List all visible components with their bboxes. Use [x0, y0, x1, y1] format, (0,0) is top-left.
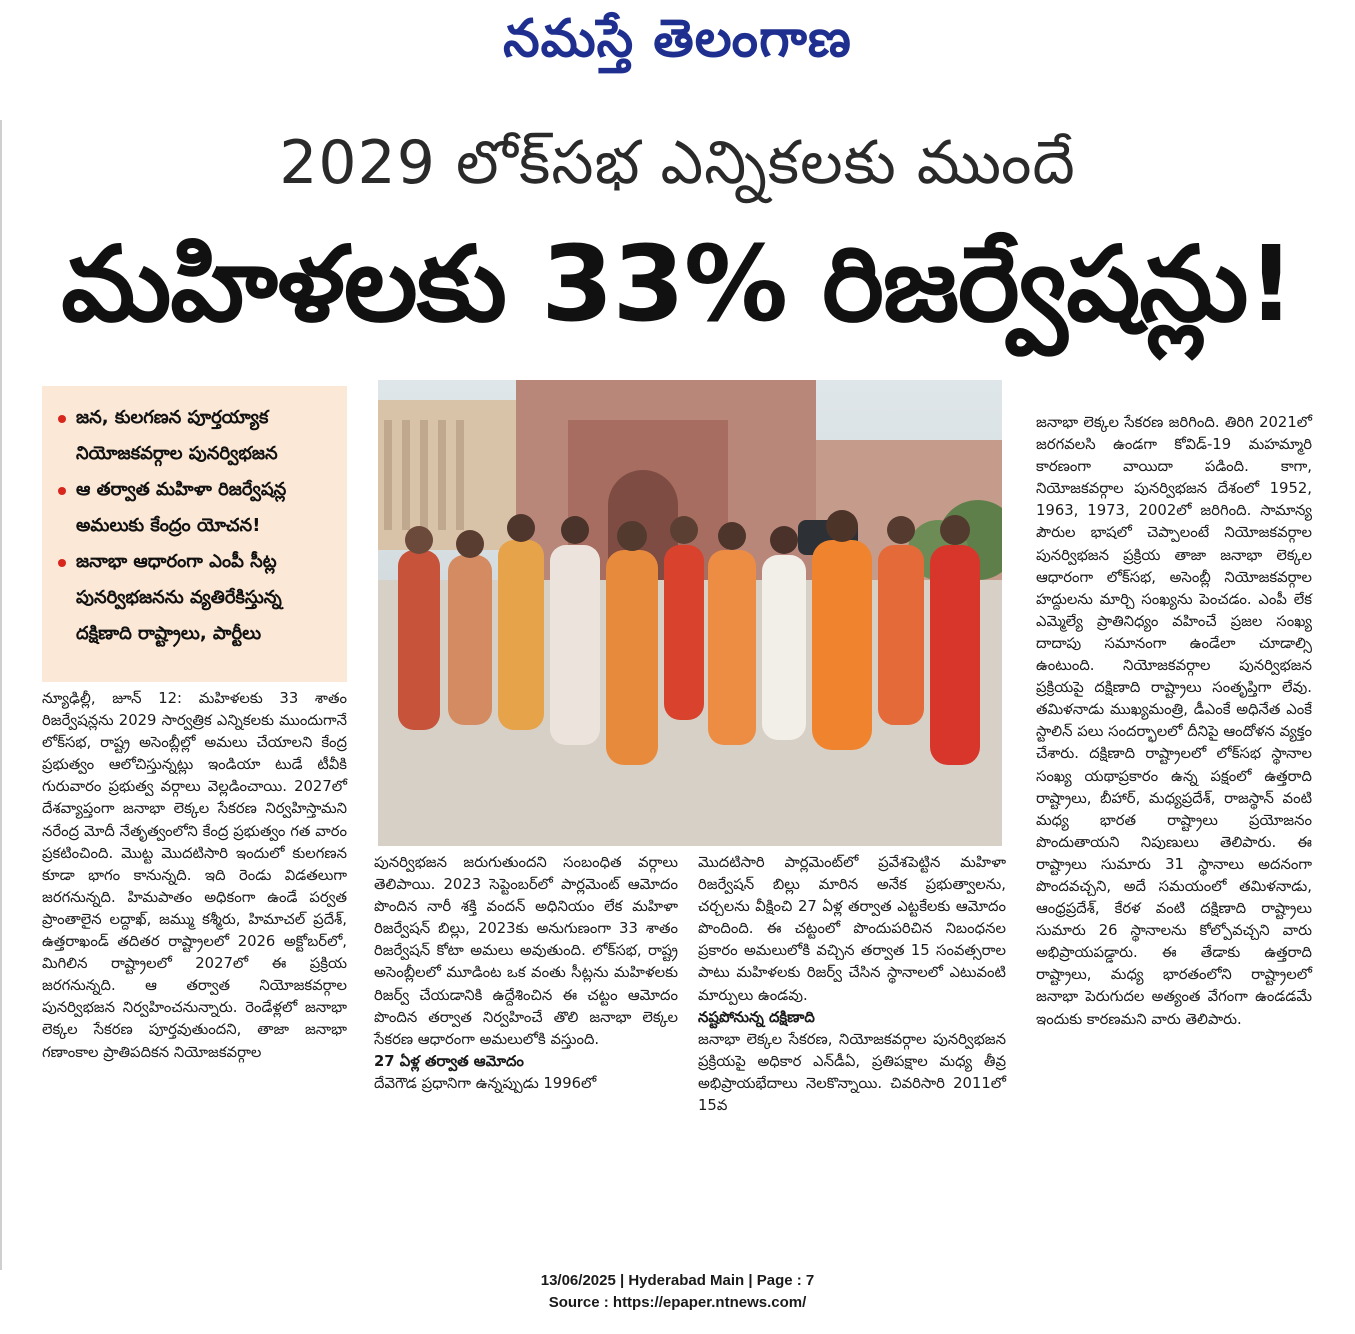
- section-subhead: 27 ఏళ్ల తర్వాత ఆమోదం: [374, 1052, 524, 1070]
- article-text: జనాభా లెక్కల సేకరణ, నియోజకవర్గాల పునర్విభజన ప్రక్రియపై అధికార ఎన్‌డీఏ, ప్రతిపక్షాల మధ్య తీవ్ర అభిప్రాయభేదాలు నెలకొన్నాయి. చివరిసారి 2011లో 15వ: [698, 1030, 1006, 1115]
- bullet-icon: [58, 415, 66, 423]
- highlight-item: [56, 472, 339, 544]
- highlight-text: ఆ తర్వాత మహిళా రిజర్వేషన్ల అమలుకు కేంద్రం యోచన!: [76, 479, 287, 536]
- headline-kicker: 2029 లోక్‌సభ ఎన్నికలకు ముందే: [279, 128, 1076, 198]
- highlight-text: జన, కులగణన పూర్తయ్యాక నియోజకవర్గాల పునర్విభజన: [76, 407, 278, 464]
- highlight-item: [56, 544, 339, 652]
- highlight-text: జనాభా ఆధారంగా ఎంపీ సీట్ల పునర్విభజనను వ్యతిరేకిస్తున్న దక్షిణాది రాష్ట్రాలు, పార్టీలు: [76, 551, 282, 644]
- footer-source: Source : https://epaper.ntnews.com/: [548, 1294, 807, 1311]
- article-text: మొదటిసారి పార్లమెంట్‌లో ప్రవేశపెట్టిన మహిళా రిజర్వేషన్ బిల్లు మారిన అనేక ప్రభుత్వాలను, చర్చలను వీక్షించి 27 ఏళ్ల తర్వాత ఎట్టకేలకు ఆమోదం పొందింది. ఈ చట్టంలో పొందుపరిచిన నిబంధనల ప్రకారం అమలులోకి వచ్చిన తర్వాత 15 సంవత్సరాల పాటు మహిళలకు రిజర్వ్ చేసిన స్థానాలలో ఎటువంటి మార్పులు ఉండవు.: [698, 854, 1006, 1004]
- article-column-2: [374, 852, 678, 1095]
- article-column-1: [42, 688, 347, 1064]
- headline: మహిళలకు 33% రిజర్వేషన్లు!: [61, 223, 1294, 345]
- article-text: పునర్విభజన జరుగుతుందని సంబంధిత వర్గాలు తెలిపాయి. 2023 సెప్టెంబర్‌లో పార్లమెంట్ ఆమోదం పొందిన నారీ శక్తి వందన్ అధినియం లేక మహిళా రిజర్వేషన్ బిల్లు, 2023కు అనుగుణంగా 33 శాతం రిజర్వేషన్ కోటా అమలు అవుతుంది. లోక్‌సభ, రాష్ట్ర అసెంబ్లీలలో మూడింట ఒక వంతు సీట్లను మహిళలకు రిజర్వ్ చేయడానికి ఉద్దేశించిన ఈ చట్టం ఆమోదం పొందిన తర్వాత నిర్వహించే తొలి జనాభా లెక్కల సేకరణ ఆధారంగా అమలులోకి వస్తుంది.: [374, 854, 678, 1048]
- news-photo: [378, 380, 1002, 846]
- article-text: న్యూఢిల్లీ, జూన్ 12: మహిళలకు 33 శాతం రిజర్వేషన్లను 2029 సార్వత్రిక ఎన్నికలకు ముందుగానే లోక్‌సభ, రాష్ట్ర అసెంబ్లీల్లో అమలు చేయాలని కేంద్ర ప్రభుత్వం ఆలోచిస్తున్నట్లు ఇండియా టుడే టీవీకి గురువారం ప్రభుత్వ వర్గాలు వెల్లడించాయి. 2027లో దేశవ్యాప్తంగా జనాభా లెక్కల సేకరణ నిర్వహిస్తామని నరేంద్ర మోదీ నేతృత్వంలోని కేంద్ర ప్రభుత్వం గత వారం ప్రకటించింది. మొట్ట మొదటిసారి ఇందులో కులగణన కూడా భాగం కానున్నది. ఇది రెండు విడతలుగా జరగనున్నది. హిమపాతం అధికంగా ఉండే పర్వత ప్రాంతాలైన లద్దాఖ్, జమ్ము కశ్మీరు, హిమాచల్ ప్రదేశ్, ఉత్తరాఖండ్ తదితర రాష్ట్రాలలో 2026 అక్టోబర్‌లో, మిగిలిన రాష్ట్రాలలో 2027లో ఈ ప్రక్రియ జరగనున్నది. ఆ తర్వాత నియోజకవర్గాల పునర్విభజన నిర్వహించనున్నారు. రెండేళ్లలో జనాభా లెక్కల సేకరణ పూర్తవుతుందని, తాజా జనాభా గణాంకాల ప్రాతిపదికన నియోజకవర్గాల: [42, 690, 347, 1061]
- section-subhead: నష్టపోనున్న దక్షిణాది: [698, 1008, 815, 1026]
- article-column-4: [1036, 412, 1312, 1031]
- highlights-box: [42, 386, 347, 682]
- article-text: దేవెగౌడ ప్రధానిగా ఉన్నప్పుడు 1996లో: [374, 1074, 597, 1092]
- highlight-item: [56, 400, 339, 472]
- masthead-logo: నమస్తే తెలంగాణ: [503, 8, 852, 69]
- bullet-icon: [58, 559, 66, 567]
- article-column-3: [698, 852, 1006, 1117]
- footer-date-edition: 13/06/2025 | Hyderabad Main | Page : 7: [540, 1272, 815, 1289]
- article-text: జనాభా లెక్కల సేకరణ జరిగింది. తిరిగి 2021లో జరగవలసి ఉండగా కోవిడ్-19 మహమ్మారి కారణంగా వాయిదా పడింది. కాగా, నియోజకవర్గాల పునర్విభజన దేశంలో 1952, 1963, 1973, 2002లో జరిగింది. సామాన్య పౌరుల భాషలో చెప్పాలంటే నియోజకవర్గాల పునర్విభజన ప్రక్రియ తాజా జనాభా లెక్కల ఆధారంగా లోక్‌సభ, అసెంబ్లీ నియోజకవర్గాల హద్దులను మార్చి సంఖ్యను పెంచడం. ఎంపీ లేక ఎమ్మెల్యే ప్రాతినిధ్యం వహించే ప్రజల సంఖ్య దాదాపు సమానంగా ఉండేలా చూడాల్సి ఉంటుంది. నియోజకవర్గాల పునర్విభజన ప్రక్రియపై దక్షిణాది రాష్ట్రాలు సంతృప్తిగా లేవు. తమిళనాడు ముఖ్యమంత్రి, డీఎంకే అధినేత ఎంకే స్టాలిన్ పలు సందర్భాలలో దీనిపై ఆందోళన వ్యక్తం చేశారు. దక్షిణాది రాష్ట్రాలలో లోక్‌సభ స్థానాల సంఖ్య యథాప్రకారం ఉన్న పక్షంలో ఉత్తరాది రాష్ట్రాలు, బీహార్, మధ్యప్రదేశ్, రాజస్థాన్ వంటి మధ్య భారత రాష్ట్రాలు ప్రయోజనం పొందుతాయని నిపుణులు తెలిపారు. ఈ రాష్ట్రాలు సుమారు 31 స్థానాలు అదనంగా పొందవచ్చని, అదే సమయంలో తమిళనాడు, ఆంధ్రప్రదేశ్, కేరళ వంటి దక్షిణాది రాష్ట్రాలు సుమారు 26 స్థానాలను కోల్పోవచ్చని వారు అభిప్రాయపడ్డారు. ఈ తేడాకు ఉత్తరాది రాష్ట్రాలు, మధ్య భారతంలోని రాష్ట్రాలలో జనాభా పెరుగుదల అత్యంత వేగంగా ఉండడమే ఇందుకు కారణమని వారు తెలిపారు.: [1036, 414, 1312, 1028]
- bullet-icon: [58, 487, 66, 495]
- photo-illustration: [378, 380, 1002, 846]
